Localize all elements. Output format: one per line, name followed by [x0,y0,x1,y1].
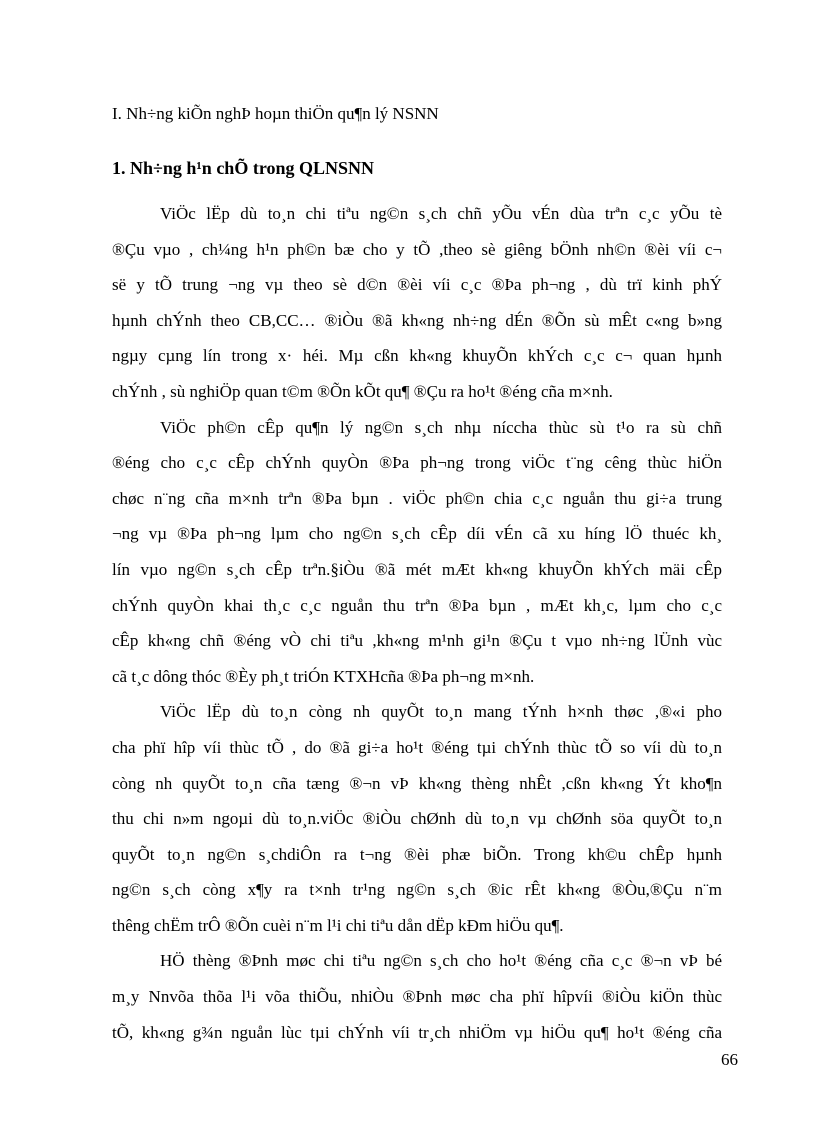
text-line: cÊp kh«ng chñ ®éng vÒ chi tiªu ,kh«ng m¹nh gi¹n ®Çu t vµo nh÷ng lÜnh vùc [112,631,722,651]
section-heading: I. Nh÷ng kiÕn nghÞ hoµn thiÖn qu¶n lý NSNN [112,104,439,123]
text-line: chÝnh quyÒn khai th¸c c¸c nguån thu trªn ®Þa bµn , mÆt kh¸c, lµm cho c¸c [112,595,722,615]
text-line: tÕ, kh«ng g¾n nguån lùc tµi chÝnh víi tr¸ch nhiÖm vµ hiÖu qu¶ ho¹t ®éng cña [112,1022,722,1042]
text-line: ®Çu vµo , ch¼ng h¹n ph©n bæ cho y tÕ ,theo sè giêng bÖnh nh©n ®èi víi c¬ [112,239,722,259]
text-line: cã t¸c dông thóc ®Èy ph¸t triÓn KTXHcña ®Þa ph¬ng m×nh. [112,666,535,686]
text-line: hµnh chÝnh theo CB,CC… ®iÒu ®ã kh«ng nh÷ng dÉn ®Õn sù mÊt c«ng b»ng [112,310,722,330]
text-line: ng©n s¸ch còng x¶y ra t×nh tr¹ng ng©n s¸ch ®ic rÊt kh«ng ®Òu,®Çu n¨m [112,880,722,900]
text-line: quyÕt to¸n ng©n s¸chdiÔn ra t¬ng ®èi phæ biÕn. Trong kh©u chÊp hµnh [112,844,722,864]
text-line: ngµy cµng lín trong x· héi. Mµ cßn kh«ng khuyÕn khÝch c¸c c¬ quan hµnh [112,346,722,366]
paragraph [112,196,722,410]
text-line: lín vµo ng©n s¸ch cÊp trªn.§iÒu ®ã mét mÆt kh«ng khuyÕn khÝch mäi cÊp [112,559,722,579]
text-line: ViÖc lËp dù to¸n còng nh quyÕt to¸n mang tÝnh h×nh thøc ,®«i pho [160,702,722,722]
text-line: thu chi n»m ngoµi dù to¸n.viÖc ®iÒu chØnh dù to¸n vµ chØnh söa quyÕt to¸n [112,809,722,829]
paragraph [112,410,722,695]
text-line: còng nh quyÕt to¸n cña tæng ®¬n vÞ kh«ng thèng nhÊt ,cßn kh«ng Ýt kho¶n [112,773,722,793]
subsection-heading: 1. Nh÷ng h¹n chÕ trong QLNSNN [112,158,375,178]
text-line: HÖ thèng ®Þnh møc chi tiªu ng©n s¸ch cho ho¹t ®éng cña c¸c ®¬n vÞ bé [160,951,722,971]
text-line: cha phï hîp víi thùc tÕ , do ®ã gi÷a ho¹t ®éng tµi chÝnh thùc tÕ so víi dù to¸n [112,737,722,757]
paragraph [112,694,722,943]
text-line: chøc n¨ng cña m×nh trªn ®Þa bµn . viÖc ph©n chia c¸c nguån thu gi÷a trung [112,488,722,508]
text-line: ¬ng vµ ®Þa ph¬ng lµm cho ng©n s¸ch cÊp díi vÉn cã xu híng lÖ thuéc kh¸ [112,524,722,544]
text-line: thêng chËm trÔ ®Õn cuèi n¨m l¹i chi tiªu dån dËp kÐm hiÖu qu¶. [112,915,564,935]
text-line: ViÖc lËp dù to¸n chi tiªu ng©n s¸ch chñ yÕu vÉn dùa trªn c¸c yÕu tè [160,204,722,223]
text-line: së y tÕ trung ¬ng vµ theo sè d©n ®èi víi c¸c ®Þa ph¬ng , dù trï kinh phÝ [112,275,722,295]
text-line: ViÖc ph©n cÊp qu¶n lý ng©n s¸ch nhµ níccha thùc sù t¹o ra sù chñ [160,417,722,437]
body-text [112,196,722,1050]
text-line: chÝnh , sù nghiÖp quan t©m ®Õn kÕt qu¶ ®Çu ra ho¹t ®éng cña m×nh. [112,381,613,401]
paragraph [112,943,722,1050]
text-line: ®éng cho c¸c cÊp chÝnh quyÒn ®Þa ph¬ng trong viÖc t¨ng cêng thùc hiÖn [112,453,722,473]
text-line: m¸y Nnvõa thõa l¹i võa thiÕu, nhiÒu ®Þnh møc cha phï hîpvíi ®iÒu kiÖn thùc [112,987,722,1007]
page-number: 66 [721,1050,738,1069]
